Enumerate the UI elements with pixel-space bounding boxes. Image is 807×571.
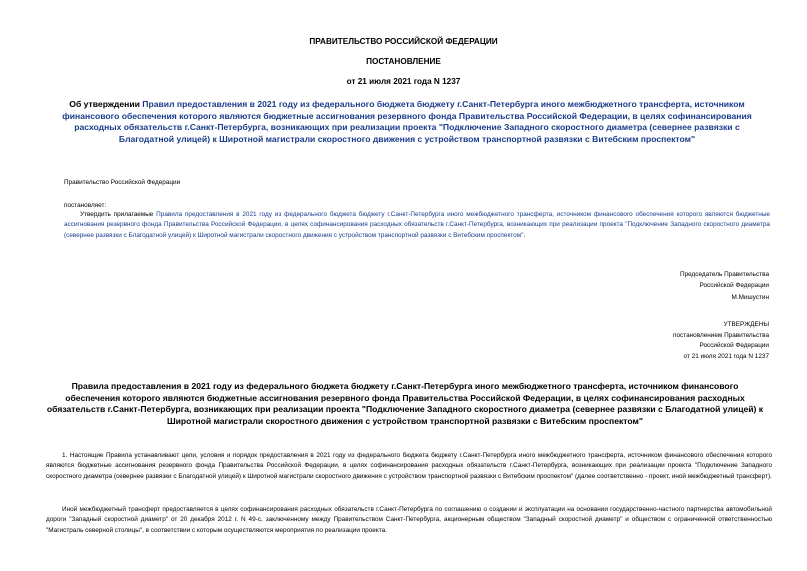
signature-country: Российской Федерации xyxy=(699,282,769,290)
government-header: ПРАВИТЕЛЬСТВО РОССИЙСКОЙ ФЕДЕРАЦИИ xyxy=(309,37,498,46)
rules-paragraph-2: Иной межбюджетный трансферт предоставляется в целях софинансирования расходных обязательств г.Санкт-Петербурга по соглашению о создании и эксплуатации на основании государственно-частного партнерства автомобильной дороги "Западный скоростной диаметр" от 20 декабря 2012 г. N 49-с, заключенному между Правительством Санкт-Петербурга, акционерным обществом "Западный скоростной диаметр" и обществом с ограниченной ответственностью "Магистраль северной столицы", в соответствии с которым осуществляются мероприятия по реализации проекта. xyxy=(46,506,772,534)
government-line: Правительство Российской Федерации xyxy=(64,179,181,186)
approve-paragraph xyxy=(64,210,770,241)
signature-block xyxy=(680,269,769,303)
rules-title: Правила предоставления в 2021 году из федерального бюджета бюджету г.Санкт-Петербурга иного межбюджетного трансферта, источником финансового обеспечения которого являются бюджетные ассигнования резервного фонда Правительства Российской Федерации, в целях софинансирования расходных обязательств г.Санкт-Петербурга, возникающих при реализации проекта "Подключение Западного скоростного диаметра (севернее развязки с Благодатной улицей) к Широтной магистрали скоростного движения с устройством транспортной развязки с Витебским проспектом" xyxy=(46,381,764,426)
approve-rules-link[interactable]: Правила предоставления в 2021 году из федерального бюджета бюджету г.Санкт-Петербурга иного межбюджетного трансферта, источником финансового обеспечения которого являются бюджетные ассигнования резервного фонда Правительства Российской Федерации, в целях софинансирования расходных обязательств г.Санкт-Петербурга, возникающих при реализации проекта "Подключение Западного скоростного диаметра (севернее развязки с Благодатной улицей) к Широтной магистрали скоростного движения с устройством транспортной развязки с Витебским проспектом" xyxy=(64,211,770,239)
rules-paragraph-1: 1. Настоящие Правила устанавливают цели, условия и порядок предоставления в 2021 году из федерального бюджета бюджету г.Санкт-Петербурга иного межбюджетного трансферта, источником финансового обеспечения которого являются бюджетные ассигнования резервного фонда Правительства Российской Федерации, в целях софинансирования расходных обязательств г.Санкт-Петербурга, возникающих при реализации проекта "Подключение Западного скоростного диаметра (севернее развязки с Благодатной улицей) к Широтной магистрали скоростного движения с устройством транспортной развязки с Витебским проспектом" (далее соответственно - проект, иной межбюджетный трансферт). xyxy=(46,452,772,480)
resolves-line: постановляет: xyxy=(64,202,107,209)
approved-stamp xyxy=(673,320,769,362)
document-date-number: от 21 июля 2021 года N 1237 xyxy=(346,77,461,86)
title-rules-link[interactable]: Правил предоставления в 2021 году из федерального бюджета бюджету г.Санкт-Петербурга иного межбюджетного трансферта, источником финансового обеспечения которого являются бюджетные ассигнования резервного фонда Правительства Российской Федерации, в целях софинансирования расходных обязательств г.Санкт-Петербурга, возникающих при реализации проекта "Подключение Западного скоростного диаметра (севернее развязки с Благодатной улицей) к Широтной магистрали скоростного движения с устройством транспортной развязки с Витебским проспектом" xyxy=(62,99,752,144)
approved-by: постановлением Правительства xyxy=(673,331,769,339)
approve-prefix: Утвердить прилагаемые xyxy=(80,211,157,218)
signature-position: Председатель Правительства xyxy=(680,271,769,278)
approved-country: Российской Федерации xyxy=(699,342,769,350)
document-type: ПОСТАНОВЛЕНИЕ xyxy=(366,57,441,66)
document-title xyxy=(62,99,752,145)
approved-label: УТВЕРЖДЕНЫ xyxy=(723,321,769,328)
approve-suffix: . xyxy=(523,231,526,239)
approved-date: от 21 июля 2021 года N 1237 xyxy=(683,352,769,360)
signature-name: М.Мишустин xyxy=(731,293,769,301)
title-prefix: Об утверждении xyxy=(69,99,143,109)
